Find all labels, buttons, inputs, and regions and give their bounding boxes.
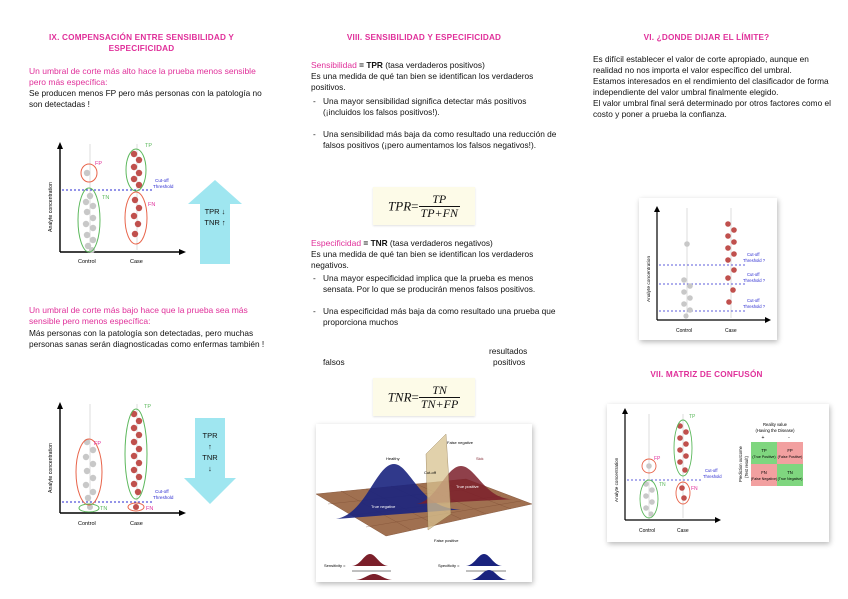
- svg-text:Healthy: Healthy: [386, 456, 400, 461]
- svg-text:Control: Control: [639, 528, 656, 534]
- tpr-formula: TPR= $\frac{TP}{TP+FN}$: [373, 187, 475, 225]
- sensitivity-definition: Sensibilidad = TPR (tasa verdaderos positivos) Es una medida de qué tan bien se identifican los verdaderos positivos.: [311, 60, 534, 92]
- svg-text:Prediction outcome: Prediction outcome: [738, 446, 743, 482]
- svg-text:False negative: False negative: [447, 440, 474, 445]
- svg-text:TN: TN: [659, 482, 666, 488]
- svg-text:FN: FN: [146, 506, 154, 512]
- spec-tail-left: falsos: [323, 357, 345, 367]
- svg-text:(Having the Disease): (Having the Disease): [755, 428, 795, 433]
- column-1: [0, 0, 283, 599]
- svg-text:TP: TP: [689, 414, 696, 420]
- svg-text:Case: Case: [130, 521, 143, 527]
- specificity-definition: Especificidad = TNR (tasa verdaderos negativos) Es una medida de qué tan bien se identifican los verdaderos negativos.: [311, 238, 534, 270]
- svg-text:Threshold: Threshold: [703, 474, 722, 479]
- svg-text:Case: Case: [725, 328, 737, 334]
- svg-text:Control: Control: [676, 328, 693, 334]
- spec-tail-right: resultados: [489, 346, 528, 356]
- svg-text:Threshold ?: Threshold ?: [743, 258, 766, 263]
- col1-heading: IX. COMPENSACIÓN ENTRE SENSIBILIDAD Y ESPECIFICIDAD: [48, 33, 235, 53]
- svg-text:Sensitivity =: Sensitivity =: [324, 563, 346, 568]
- svg-text:Sick: Sick: [476, 456, 484, 461]
- svg-text:(True Positive): (True Positive): [752, 455, 776, 459]
- svg-text:Analyte concentration: Analyte concentration: [614, 457, 619, 502]
- high-cutoff-title: Un umbral de corte más alto hace la prueba menos sensible pero más específica:: [29, 66, 256, 87]
- svg-text:TN: TN: [787, 470, 793, 475]
- svg-text:Threshold: Threshold: [153, 495, 174, 500]
- tnr-formula: TNR= $\frac{TN}{TN+FP}$: [373, 378, 475, 416]
- low-cutoff-body: Más personas con la patología son detectadas, pero muchas personas sanas serán diagnosticadas como enfermas también !: [29, 328, 265, 349]
- column-2: [283, 0, 565, 599]
- svg-text:True positive: True positive: [456, 484, 479, 489]
- svg-text:FP: FP: [787, 448, 793, 453]
- svg-text:+: +: [761, 435, 765, 441]
- svg-text:FN: FN: [148, 202, 156, 208]
- svg-text:Control: Control: [78, 521, 96, 527]
- svg-text:Analyte concentration: Analyte concentration: [647, 255, 652, 302]
- col2-heading: VIII. SENSIBILIDAD Y ESPECIFICIDAD: [346, 33, 502, 42]
- svg-text:Cut-off: Cut-off: [747, 252, 760, 257]
- svg-text:Threshold: Threshold: [153, 184, 174, 189]
- svg-text:True negative: True negative: [371, 504, 396, 509]
- low-cutoff-figure: [40, 400, 190, 530]
- svg-text:TP: TP: [145, 143, 153, 149]
- svg-text:Case: Case: [677, 528, 689, 534]
- threshold-options-figure: [639, 198, 777, 340]
- svg-text:Cut-off: Cut-off: [747, 298, 760, 303]
- svg-text:Reality value: Reality value: [763, 422, 787, 427]
- high-cutoff-body: Se producen menos FP pero más personas con la patología no son detectadas !: [29, 88, 262, 109]
- specificity-bullet: - Una especificidad más baja da como resultado una prueba que proporciona muchos: [323, 306, 559, 328]
- svg-text:False positive: False positive: [434, 538, 459, 543]
- threshold-text: Es difícil establecer el valor de corte apropiado, aunque en realidad no nos importa el valor específico del umbral. Estamos interesados en el rendimiento del clasificador de forma independiente del valor umbral finalmente elegido. El valor umbral final será determinado por otros factores como el costo y poner a prueba la confianza.: [593, 54, 831, 119]
- spec-tail-end: positivos: [493, 357, 526, 367]
- high-cutoff-figure: [40, 140, 190, 268]
- confusion-matrix-heading: VII. MATRIZ DE CONFUSÓN: [650, 370, 763, 379]
- sensitivity-bullets: [311, 96, 559, 151]
- svg-text:FP: FP: [95, 161, 103, 167]
- svg-text:Cut-off: Cut-off: [155, 178, 169, 183]
- svg-text:(False Positive): (False Positive): [777, 455, 803, 459]
- svg-text:Specificity =: Specificity =: [438, 563, 460, 568]
- specificity-bullets: [311, 273, 559, 328]
- svg-text:TP: TP: [761, 448, 767, 453]
- y-axis-label: Analyte concentration: [48, 182, 54, 232]
- threshold-up-arrow: TPR ↓ TNR ↑: [188, 180, 242, 264]
- specificity-bullet: - Una mayor especificidad implica que la prueba es menos sensata. Por lo que se producirán menos falsos positivos.: [323, 273, 559, 295]
- svg-text:Cut-off: Cut-off: [747, 272, 760, 277]
- svg-text:FN: FN: [761, 470, 767, 475]
- sensitivity-bullet: - Una mayor sensibilidad significa detectar más positivos (¡incluidos los falsos positivos!).: [323, 96, 559, 118]
- svg-text:TN: TN: [102, 195, 110, 201]
- sensitivity-bullet: - Una sensibilidad más baja da como resultado una reducción de falsos positivos (¡pero aumentamos los falsos negativos!).: [323, 129, 559, 151]
- svg-text:(True Negative): (True Negative): [777, 477, 803, 481]
- svg-text:(False Negative): (False Negative): [750, 477, 778, 481]
- svg-text:Threshold ?: Threshold ?: [743, 304, 766, 309]
- svg-text:Cut-off: Cut-off: [155, 489, 169, 494]
- confusion-matrix-figure: [607, 404, 829, 542]
- svg-text:Analyte concentration: Analyte concentration: [48, 443, 54, 493]
- svg-text:Control: Control: [78, 259, 96, 265]
- svg-text:FN: FN: [691, 486, 698, 492]
- svg-text:Cut-off: Cut-off: [424, 470, 436, 475]
- svg-text:Threshold ?: Threshold ?: [743, 278, 766, 283]
- threshold-down-arrow: TPR ↑ TNR ↓: [184, 418, 236, 504]
- svg-text:(Test result): (Test result): [744, 456, 749, 478]
- svg-text:TN: TN: [100, 506, 108, 512]
- svg-text:TP: TP: [144, 404, 152, 410]
- svg-text:Cut-off: Cut-off: [705, 468, 718, 473]
- col3-heading: VI. ¿DONDE DIJAR EL LÍMITE?: [643, 33, 770, 42]
- distribution-figure: [316, 424, 532, 582]
- svg-text:FP: FP: [654, 456, 661, 462]
- svg-text:Case: Case: [130, 259, 143, 265]
- svg-text:FP: FP: [94, 441, 102, 447]
- column-3: [565, 0, 848, 599]
- svg-text:-: -: [788, 435, 790, 441]
- low-cutoff-title: Un umbral de corte más bajo hace que la prueba sea más sensible pero menos específica:: [29, 305, 248, 326]
